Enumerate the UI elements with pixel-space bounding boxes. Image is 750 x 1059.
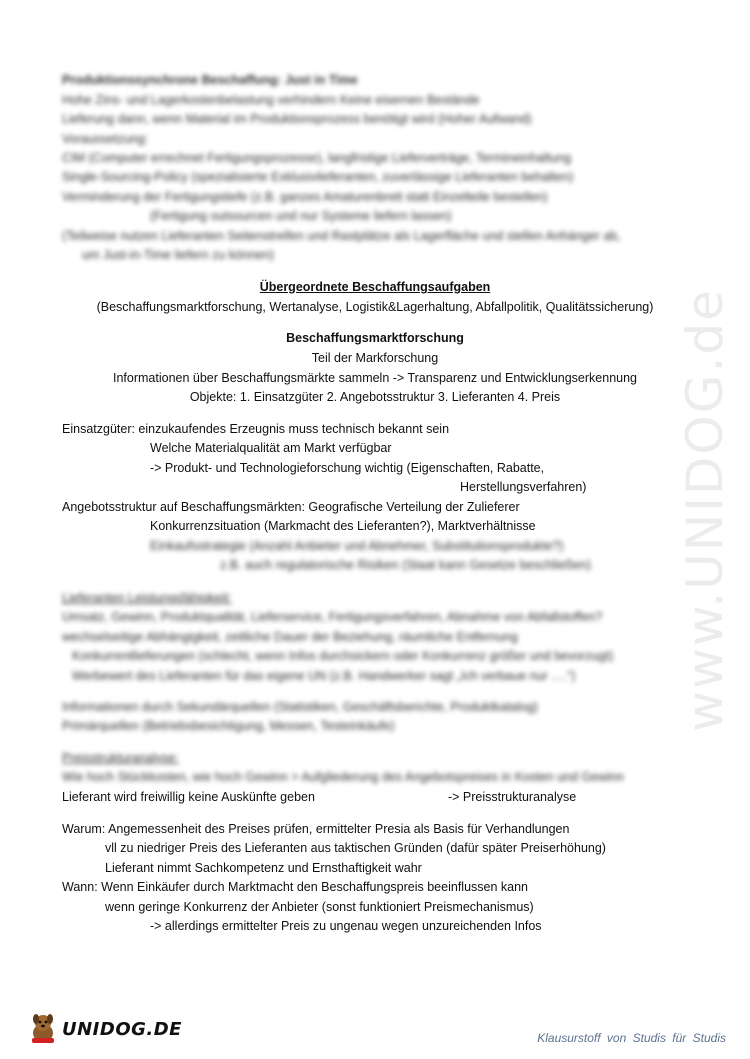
warum-line-3: Lieferant nimmt Sachkompetenz und Ernsthaftigkeit wahr [105, 861, 422, 875]
blurred-subheading: Preisstrukturanalyse: [62, 751, 179, 765]
watermark-text: www.UNIDOG.de [676, 288, 735, 732]
blurred-line: Lieferung dann, wenn Material im Produktionsprozess benötigt wird (Hoher Aufwand) [62, 112, 532, 126]
blurred-line: Single-Sourcing-Policy (spezialisierte Exklusivlieferanten, zuverlässige Lieferanten behalten) [62, 170, 574, 184]
blurred-line: z.B. auch regulatorische Risiken (Staat kann Gesetze beschließen) [220, 558, 592, 572]
watermark [650, 280, 750, 740]
logo-text: UNIDOG.DE [62, 1019, 182, 1040]
blurred-heading-jit: Produktionssynchrone Beschaffung: Just in Time [62, 73, 358, 87]
blurred-line: CIM (Computer errechnet Fertigungsprozesse), langfristige Lieferverträge, Termineinhaltung [62, 151, 572, 165]
blurred-line: Wie hoch Stückkosten, wie hoch Gewinn > Aufgliederung des Angebotspreises in Kosten und Gewinn [62, 770, 624, 784]
wann-line-2: wenn geringe Konkurrenz der Anbieter (sonst funktioniert Preismechanismus) [105, 900, 534, 914]
section-heading: Übergeordnete Beschaffungsaufgaben [259, 280, 491, 294]
blurred-line: Voraussetzung: [62, 132, 149, 146]
einsatz-line-2: Welche Materialqualität am Markt verfügbar [150, 441, 392, 455]
unidog-logo[interactable] [26, 1011, 182, 1048]
dog-mascot-icon [26, 1011, 60, 1048]
section-title: Beschaffungsmarktforschung [286, 331, 464, 345]
warum-line-1: Warum: Angemessenheit des Preises prüfen, ermittelter Presia als Basis für Verhandlungen [62, 822, 570, 836]
footer-tagline: Klausurstoff von Studis für Studis [537, 1031, 726, 1045]
preis-line-left: Lieferant wird freiwillig keine Auskünfte geben [62, 790, 315, 804]
warum-line-2: vll zu niedriger Preis des Lieferanten aus taktischen Gründen (dafür später Preiserhöhung) [105, 841, 606, 855]
einsatz-line-3: -> Produkt- und Technologieforschung wichtig (Eigenschaften, Rabatte, [150, 461, 545, 475]
wann-line-1: Wann: Wenn Einkäufer durch Marktmacht den Beschaffungspreis beeinflussen kann [62, 880, 529, 894]
blurred-line: Hohe Zins- und Lagerkostenbelastung verhindern Keine eisernen Bestände [62, 93, 480, 107]
blurred-line: Umsatz, Gewinn, Produktqualität, Lieferservice, Fertigungsverfahren, Abnahme von Abfallstoffen? [62, 610, 603, 624]
blurred-line: Primärquellen (Betriebsbesichtigung, Messen, Testeinkäufe) [62, 719, 395, 733]
blurred-line: (Teilweise nutzen Lieferanten Seitenstreifen und Rastplätze als Lagerfläche und stellen Anhänger ab, [62, 229, 621, 243]
preis-line-right: -> Preisstrukturanalyse [448, 790, 577, 804]
section-line-1: Teil der Markforschung [311, 351, 439, 365]
blurred-line: Informationen durch Sekundärquellen (Statistiken, Geschäftsberichte, Produktkatalog) [62, 700, 538, 714]
blurred-line: (Fertigung outsourcen und nur Systeme liefern lassen) [150, 209, 452, 223]
wann-line-3: -> allerdings ermittelter Preis zu ungenau wegen unzureichenden Infos [150, 919, 542, 933]
section-line-2: Informationen über Beschaffungsmärkte sammeln -> Transparenz und Entwicklungserkennung [112, 371, 638, 385]
blurred-line: Einkaufsstrategie (Anzahl Anbieter und Abnehmer, Substitutionsprodukte?) [150, 539, 564, 553]
blurred-line: um Just-in-Time liefern zu können) [82, 248, 274, 262]
blurred-line: wechselseitige Abhängigkeit, zeitliche Dauer der Beziehung, räumliche Entfernung [62, 630, 518, 644]
einsatz-line-1: Einsatzgüter: einzukaufendes Erzeugnis muss technisch bekannt sein [62, 422, 450, 436]
section-subheading: (Beschaffungsmarktforschung, Wertanalyse, Logistik&Lagerhaltung, Abfallpolitik, Qualitätssicherung) [96, 300, 654, 314]
einsatz-line-4: Herstellungsverfahren) [460, 480, 587, 494]
angebot-line-2: Konkurrenzsituation (Markmacht des Lieferanten?), Marktverhältnisse [150, 519, 536, 533]
blurred-subheading: Lieferanten Leistungsfähigkeit: [62, 591, 232, 605]
blurred-line: Verminderung der Fertigungstiefe (z.B. ganzes Amaturenbrett statt Einzelteile bestellen) [62, 190, 548, 204]
blurred-line: Konkurrentlieferungen (schlecht, wenn Infos durchsickern oder Konkurrenz größer und bevorzugt) [72, 649, 614, 663]
blurred-line: Werbewert des Lieferanten für das eigene UN (z.B. Handwerker sagt „Ich verbaue nur ….“) [72, 669, 576, 683]
angebot-line-1: Angebotsstruktur auf Beschaffungsmärkten: Geografische Verteilung der Zulieferer [62, 500, 520, 514]
section-line-3: Objekte: 1. Einsatzgüter 2. Angebotsstruktur 3. Lieferanten 4. Preis [189, 390, 561, 404]
